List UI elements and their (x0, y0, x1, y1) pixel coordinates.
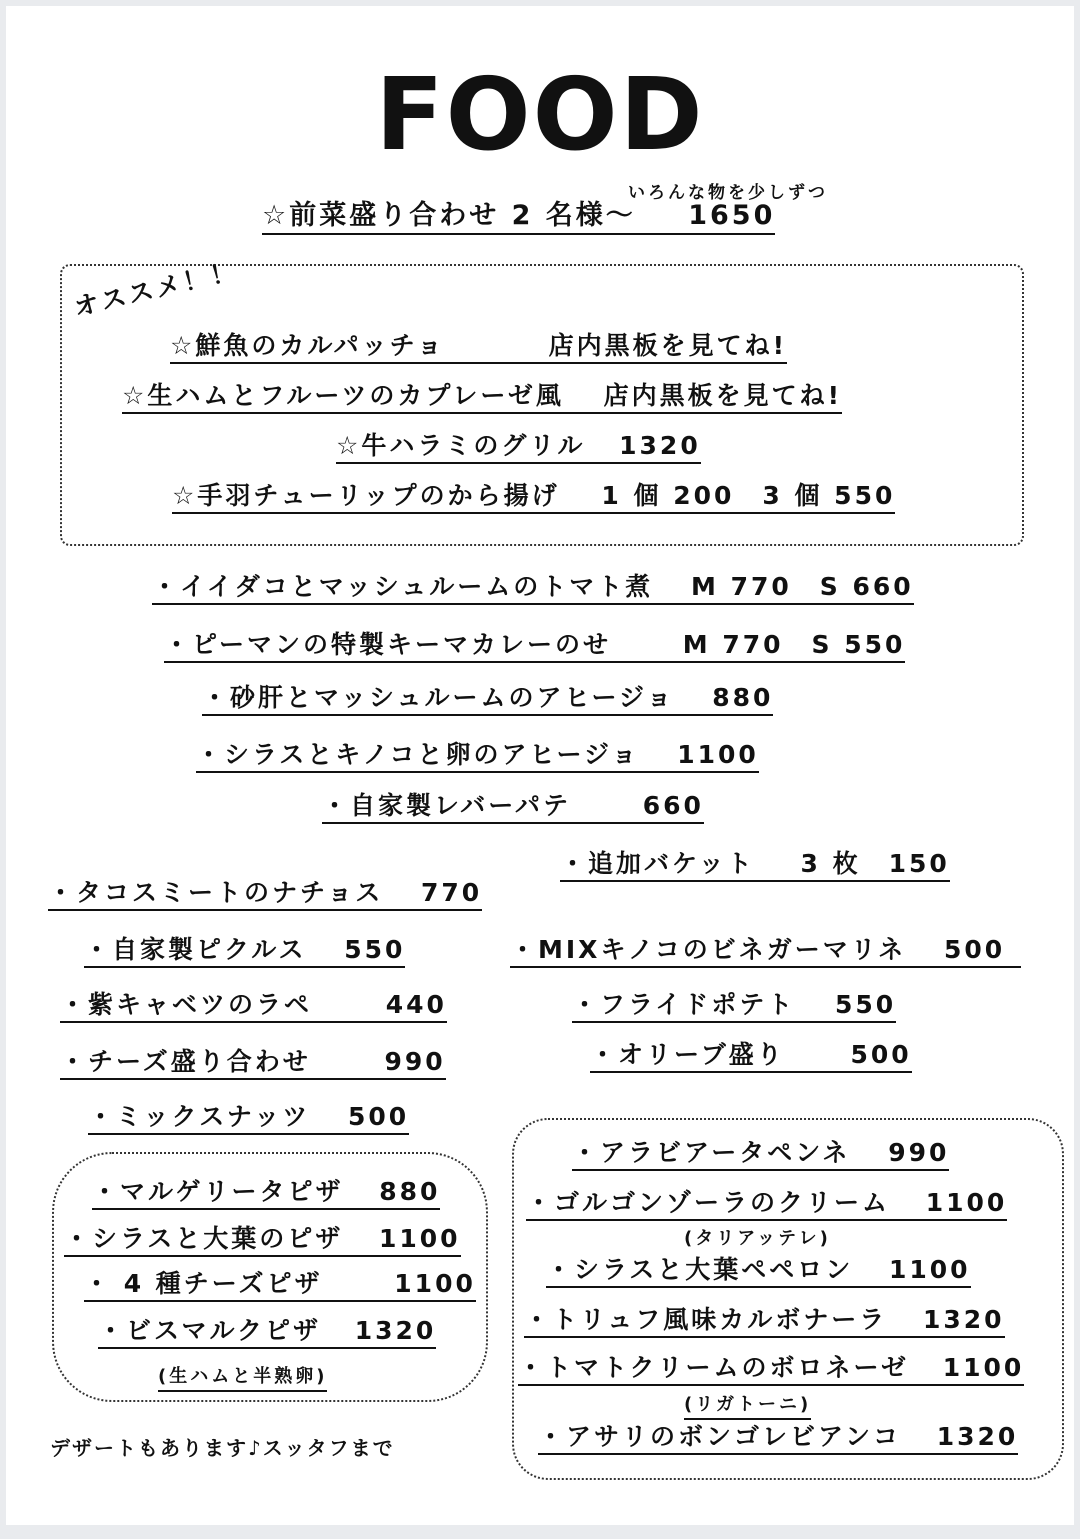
starter-item (262, 202, 775, 235)
item-price: 660 (642, 791, 704, 820)
menu-item (84, 937, 405, 968)
item-name: ・ピーマンの特製キーマカレーのせ (164, 630, 612, 659)
pasta-note-rigatoni: (リガトーニ) (684, 1390, 811, 1420)
item-name: ・シラスと大葉のピザ (64, 1224, 344, 1253)
item-price: 1320 (922, 1305, 1005, 1334)
menu-item (510, 937, 1021, 968)
pizza-note: (生ハムと半熟卵) (158, 1362, 327, 1392)
item-name: ・自家製レバーパテ (322, 791, 572, 820)
item-name: ・タコスミートのナチョス (48, 878, 384, 907)
item-name: ・ミックスナッツ (88, 1102, 311, 1131)
pasta-item (518, 1355, 1024, 1386)
item-price: 1320 (619, 431, 701, 460)
item-price: 500 (850, 1040, 912, 1069)
item-price: 店内黒板を見てね! (603, 381, 843, 410)
item-name: ☆手羽チューリップのから揚げ (172, 481, 560, 510)
item-price: 880 (379, 1177, 441, 1206)
item-price: 500 (943, 935, 1006, 964)
item-name: ☆牛ハラミのグリル (336, 431, 586, 460)
menu-item (60, 1049, 446, 1080)
item-name: ・自家製ピクルス (84, 935, 307, 964)
item-price: 1100 (942, 1353, 1025, 1382)
recommend-item (170, 333, 787, 364)
menu-item (196, 742, 759, 773)
pizza-item (98, 1318, 436, 1349)
menu-item (322, 793, 704, 824)
pasta-item (526, 1190, 1007, 1221)
item-price: 440 (385, 990, 447, 1019)
item-price: 1100 (378, 1224, 461, 1253)
pizza-item (84, 1271, 476, 1302)
menu-item (88, 1104, 409, 1135)
menu-item (60, 992, 447, 1023)
item-name: ・アサリのボンゴレビアンコ (538, 1422, 902, 1451)
item-name: ・シラスと大葉ペペロン (546, 1255, 854, 1284)
item-name: ・トマトクリームのボロネーゼ (518, 1353, 910, 1382)
item-price: M 770 S 660 (690, 572, 914, 601)
pasta-item (524, 1307, 1005, 1338)
recommend-label: オススメ！！ (71, 256, 242, 323)
item-price: 880 (712, 683, 774, 712)
item-price: 1100 (677, 740, 759, 769)
recommend-item (336, 433, 701, 464)
item-name: ・チーズ盛り合わせ (60, 1047, 311, 1076)
item-price: 770 (420, 878, 483, 907)
pasta-item (546, 1257, 971, 1288)
item-price: 1320 (936, 1422, 1019, 1451)
item-price: 1100 (925, 1188, 1008, 1217)
menu-item (202, 685, 773, 716)
menu-item (164, 632, 905, 663)
menu-item (152, 574, 914, 605)
item-name: ・マルゲリータピザ (92, 1177, 344, 1206)
item-name: ・MIXキノコのビネガーマリネ (510, 935, 907, 964)
page-title: FOOD (375, 56, 705, 173)
item-price: 1100 (888, 1255, 971, 1284)
pizza-item (92, 1179, 440, 1210)
item-name: ・紫キャベツのラペ (60, 990, 313, 1019)
item-price: 500 (347, 1102, 410, 1131)
menu-item (572, 992, 896, 1023)
item-price: 店内黒板を見てね! (548, 331, 788, 360)
menu-item (590, 1042, 912, 1073)
item-name: ・シラスとキノコと卵のアヒージョ (196, 740, 640, 769)
pasta-item (572, 1140, 949, 1171)
item-price: 550 (344, 935, 406, 964)
item-name: ・フライドポテト (572, 990, 796, 1019)
item-name: ・追加バケット (560, 849, 755, 878)
recommend-item (172, 483, 895, 514)
item-name: ☆生ハムとフルーツのカプレーゼ風 (122, 381, 564, 410)
menu-page (6, 6, 1074, 1525)
item-price: 550 (834, 990, 897, 1019)
item-price: M 770 S 550 (682, 630, 906, 659)
item-price: 1320 (354, 1316, 437, 1345)
item-price: 3 枚 150 (800, 849, 950, 878)
item-price: 990 (384, 1047, 446, 1076)
item-name: ・イイダコとマッシュルームのトマト煮 (152, 572, 654, 601)
starter-price: 1650 (688, 200, 776, 231)
dessert-note: デザートもあります♪スッタフまで (50, 1436, 395, 1460)
item-price: 990 (888, 1138, 950, 1167)
item-name: ・砂肝とマッシュルームのアヒージョ (202, 683, 675, 712)
pasta-item (538, 1424, 1018, 1455)
item-name: ・ゴルゴンゾーラのクリーム (526, 1188, 891, 1217)
starter-name: ☆前菜盛り合わせ 2 名様～ (262, 200, 636, 231)
item-name: ・ビスマルクピザ (98, 1316, 322, 1345)
item-name: ・トリュフ風味カルボナーラ (524, 1305, 888, 1334)
pasta-note-tagliatelle: (タリアッテレ) (684, 1228, 831, 1249)
item-name: ・アラビアータペンネ (572, 1138, 851, 1167)
starter-note: いろんな物を少しずつ (628, 183, 828, 203)
item-name: ・オリーブ盛り (590, 1040, 785, 1069)
recommend-item (122, 383, 842, 414)
item-name: ☆鮮魚のカルパッチョ (170, 331, 445, 360)
menu-item (48, 880, 482, 911)
item-price: 1 個 200 3 個 550 (601, 481, 896, 510)
item-price: 1100 (394, 1269, 476, 1298)
menu-item (560, 851, 950, 882)
pizza-item (64, 1226, 461, 1257)
item-name: ・ 4 種チーズピザ (84, 1269, 323, 1298)
